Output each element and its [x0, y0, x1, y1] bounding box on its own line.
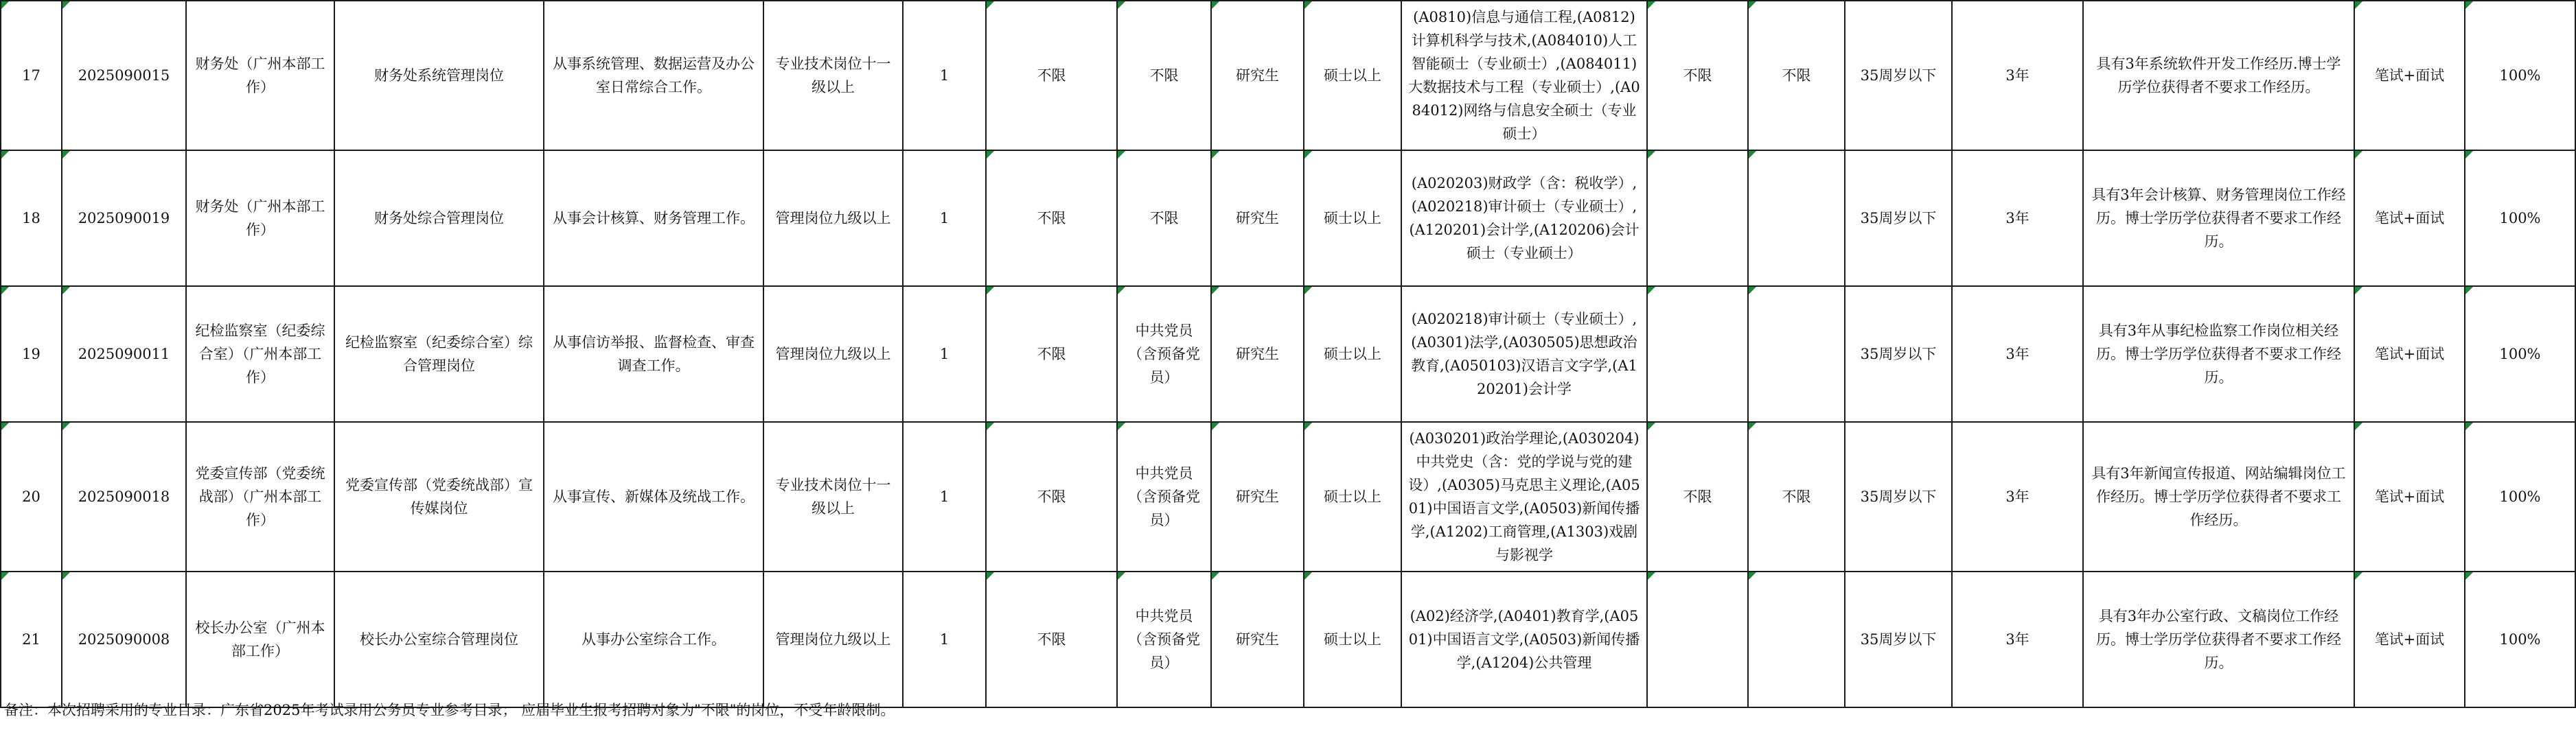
cell-comment-marker	[1648, 287, 1655, 294]
age-limit-cell-text: 35周岁以下	[1860, 489, 1937, 505]
hiring-unit-cell-text: 财务处（广州本部工作）	[195, 198, 325, 238]
cell-comment-marker	[1, 151, 9, 158]
sequence-cell[interactable]	[1, 1, 62, 150]
duty-description-cell[interactable]	[544, 286, 763, 422]
ratio-cell-text: 100%	[2499, 346, 2541, 362]
political-status-cell[interactable]	[1117, 572, 1211, 707]
age-limit-cell-text: 35周岁以下	[1860, 631, 1937, 648]
headcount-cell[interactable]	[903, 1, 986, 150]
duty-description-cell[interactable]	[544, 1, 763, 150]
duty-description-cell[interactable]	[544, 422, 763, 572]
major-requirement-cell-text: (A02)经济学,(A0401)教育学,(A0501)中国语言文学,(A0503)新闻传播学,(A1204)公共管理	[1408, 608, 1640, 671]
sequence-cell-text: 20	[22, 489, 41, 505]
degree-cell-text: 硕士以上	[1324, 67, 1381, 84]
position-level-cell-text: 管理岗位九级以上	[775, 346, 891, 362]
experience-years-cell-text: 3年	[2005, 346, 2029, 362]
cell-comment-marker	[1304, 572, 1312, 580]
major-requirement-cell[interactable]	[1401, 1, 1647, 150]
cell-comment-marker	[1212, 572, 1219, 580]
degree-cell-text: 硕士以上	[1324, 631, 1381, 648]
degree-cell[interactable]	[1304, 1, 1401, 150]
cell-comment-marker	[1749, 151, 1756, 158]
major-requirement-cell[interactable]	[1401, 286, 1647, 422]
restriction-cell-3[interactable]	[1748, 286, 1845, 422]
age-limit-cell[interactable]	[1845, 286, 1952, 422]
position-level-cell[interactable]	[763, 572, 903, 707]
exam-method-cell-text: 笔试+面试	[2374, 210, 2445, 226]
other-requirements-cell-text: 具有3年会计核算、财务管理岗位工作经历。博士学历学位获得者不要求工作经历。	[2091, 187, 2346, 250]
political-status-cell-text: 不限	[1149, 67, 1179, 84]
cell-comment-marker	[987, 572, 994, 580]
position-name-cell[interactable]	[334, 422, 544, 572]
exam-method-cell[interactable]	[2354, 150, 2465, 286]
position-code-cell[interactable]	[62, 150, 186, 286]
position-name-cell[interactable]	[334, 1, 544, 150]
cell-comment-marker	[62, 1, 70, 9]
position-name-cell-text: 财务处综合管理岗位	[374, 210, 504, 226]
political-status-cell-text: 中共党员（含预备党员）	[1128, 322, 1200, 386]
major-requirement-cell-text: (A030201)政治学理论,(A030204)中共党史（含：党的学说与党的建设）,(A0305)马克思主义理论,(A0501)中国语言文学,(A0503)新闻传播学,(A1202)工商管理,(A1303)戏剧与影视学	[1408, 430, 1640, 563]
restriction-cell-3[interactable]	[1748, 150, 1845, 286]
cell-comment-marker	[62, 287, 70, 294]
education-cell[interactable]	[1211, 1, 1304, 150]
headcount-cell-text: 1	[939, 489, 950, 505]
ratio-cell-text: 100%	[2499, 210, 2541, 226]
duty-description-cell-text: 从事宣传、新媒体及统战工作。	[553, 489, 755, 505]
sequence-cell-text: 18	[22, 210, 41, 226]
age-limit-cell-text: 35周岁以下	[1860, 210, 1937, 226]
cell-comment-marker	[2465, 287, 2473, 294]
education-cell-text: 研究生	[1236, 210, 1279, 226]
political-status-cell[interactable]	[1117, 1, 1211, 150]
cell-comment-marker	[2355, 287, 2362, 294]
position-level-cell[interactable]	[763, 422, 903, 572]
age-limit-cell-text: 35周岁以下	[1860, 346, 1937, 362]
major-requirement-cell-text: (A0810)信息与通信工程,(A0812)计算机科学与技术,(A084010)人工智能硕士（专业硕士）,(A084011)大数据技术与工程（专业硕士）,(A084012)网络与信息安全硕士（专业硕士）	[1408, 9, 1640, 142]
cell-comment-marker	[987, 1, 994, 9]
other-requirements-cell[interactable]	[2083, 150, 2354, 286]
hiring-unit-cell-text: 纪检监察室（纪委综合室）（广州本部工作）	[195, 322, 325, 386]
ratio-cell-text: 100%	[2499, 489, 2541, 505]
duty-description-cell[interactable]	[544, 150, 763, 286]
cell-comment-marker	[2465, 1, 2473, 9]
restriction-cell-3-text: 不限	[1782, 67, 1811, 84]
position-code-cell-text: 2025090011	[78, 346, 170, 362]
other-requirements-cell-text: 具有3年从事纪检监察工作岗位相关经历。博士学历学位获得者不要求工作经历。	[2096, 322, 2341, 386]
restriction-cell-2-text: 不限	[1683, 489, 1712, 505]
cell-comment-marker	[1304, 151, 1312, 158]
position-code-cell[interactable]	[62, 422, 186, 572]
cell-comment-marker	[1304, 423, 1312, 430]
cell-comment-marker	[987, 423, 994, 430]
cell-comment-marker	[2355, 423, 2362, 430]
position-code-cell-text: 2025090008	[78, 631, 170, 648]
experience-years-cell-text: 3年	[2005, 631, 2029, 648]
cell-comment-marker	[1212, 287, 1219, 294]
restriction-cell-2[interactable]	[1647, 422, 1748, 572]
ratio-cell-text: 100%	[2499, 67, 2541, 84]
experience-years-cell-text: 3年	[2005, 210, 2029, 226]
restriction-cell-3[interactable]	[1748, 1, 1845, 150]
hiring-unit-cell-text: 财务处（广州本部工作）	[195, 56, 325, 95]
degree-cell[interactable]	[1304, 150, 1401, 286]
position-name-cell[interactable]	[334, 572, 544, 707]
headcount-cell[interactable]	[903, 286, 986, 422]
major-requirement-cell[interactable]	[1401, 150, 1647, 286]
restriction-cell[interactable]	[986, 150, 1117, 286]
education-cell-text: 研究生	[1236, 67, 1279, 84]
cell-comment-marker	[1, 287, 9, 294]
education-cell[interactable]	[1211, 572, 1304, 707]
restriction-cell-text: 不限	[1037, 210, 1066, 226]
headcount-cell-text: 1	[939, 210, 950, 226]
restriction-cell-3[interactable]	[1748, 422, 1845, 572]
position-name-cell-text: 党委宣传部（党委统战部）宣传媒岗位	[345, 477, 533, 517]
headcount-cell-text: 1	[939, 67, 950, 84]
cell-comment-marker	[2355, 151, 2362, 158]
position-level-cell-text: 专业技术岗位十一级以上	[775, 56, 891, 95]
cell-comment-marker	[987, 287, 994, 294]
cell-comment-marker	[1749, 572, 1756, 580]
restriction-cell-2[interactable]	[1647, 572, 1748, 707]
restriction-cell[interactable]	[986, 1, 1117, 150]
other-requirements-cell[interactable]	[2083, 1, 2354, 150]
restriction-cell-3-text: 不限	[1782, 489, 1811, 505]
age-limit-cell[interactable]	[1845, 1, 1952, 150]
cell-comment-marker	[2355, 572, 2362, 580]
experience-years-cell-text: 3年	[2005, 489, 2029, 505]
degree-cell-text: 硕士以上	[1324, 346, 1381, 362]
cell-comment-marker	[1212, 1, 1219, 9]
position-level-cell[interactable]	[763, 150, 903, 286]
cell-comment-marker	[2355, 1, 2362, 9]
restriction-cell-2-text: 不限	[1683, 67, 1712, 84]
position-code-cell-text: 2025090018	[78, 489, 170, 505]
sequence-cell-text: 19	[22, 346, 41, 362]
cell-comment-marker	[2465, 572, 2473, 580]
political-status-cell-text: 中共党员（含预备党员）	[1128, 465, 1200, 528]
political-status-cell[interactable]	[1117, 150, 1211, 286]
education-cell-text: 研究生	[1236, 346, 1279, 362]
ratio-cell[interactable]	[2465, 422, 2575, 572]
cell-comment-marker	[1212, 423, 1219, 430]
major-requirement-cell[interactable]	[1401, 422, 1647, 572]
duty-description-cell-text: 从事会计核算、财务管理工作。	[553, 210, 755, 226]
cell-comment-marker	[62, 423, 70, 430]
education-cell-text: 研究生	[1236, 631, 1279, 648]
other-requirements-cell[interactable]	[2083, 286, 2354, 422]
hiring-unit-cell[interactable]	[186, 572, 334, 707]
position-code-cell[interactable]	[62, 572, 186, 707]
education-cell-text: 研究生	[1236, 489, 1279, 505]
duty-description-cell-text: 从事系统管理、数据运营及办公室日常综合工作。	[553, 56, 755, 95]
major-requirement-cell-text: (A020203)财政学（含：税收学）,(A020218)审计硕士（专业硕士）,(A120201)会计学,(A120206)会计硕士（专业硕士）	[1409, 175, 1640, 261]
position-name-cell[interactable]	[334, 150, 544, 286]
position-code-cell[interactable]	[62, 286, 186, 422]
sequence-cell[interactable]	[1, 286, 62, 422]
position-code-cell-text: 2025090019	[78, 210, 170, 226]
experience-years-cell[interactable]	[1952, 422, 2083, 572]
exam-method-cell-text: 笔试+面试	[2374, 346, 2445, 362]
sequence-cell[interactable]	[1, 422, 62, 572]
cell-comment-marker	[1118, 572, 1125, 580]
ratio-cell-text: 100%	[2499, 631, 2541, 648]
sequence-cell-text: 17	[22, 67, 41, 84]
other-requirements-cell[interactable]	[2083, 572, 2354, 707]
table-row	[1, 1, 2575, 150]
cell-comment-marker	[1, 423, 9, 430]
exam-method-cell-text: 笔试+面试	[2374, 67, 2445, 84]
cell-comment-marker	[1648, 1, 1655, 9]
restriction-cell[interactable]	[986, 572, 1117, 707]
education-cell[interactable]	[1211, 422, 1304, 572]
political-status-cell[interactable]	[1117, 286, 1211, 422]
position-name-cell-text: 校长办公室综合管理岗位	[360, 631, 518, 648]
hiring-unit-cell[interactable]	[186, 150, 334, 286]
cell-comment-marker	[1749, 287, 1756, 294]
duty-description-cell-text: 从事信访举报、监督检查、审查调查工作。	[553, 334, 755, 374]
cell-comment-marker	[1118, 287, 1125, 294]
cell-comment-marker	[1749, 423, 1756, 430]
exam-method-cell-text: 笔试+面试	[2374, 631, 2445, 648]
restriction-cell-2[interactable]	[1647, 286, 1748, 422]
duty-description-cell-text: 从事办公室综合工作。	[582, 631, 726, 648]
position-level-cell[interactable]	[763, 1, 903, 150]
cell-comment-marker	[1304, 1, 1312, 9]
position-name-cell-text: 财务处系统管理岗位	[374, 67, 504, 84]
restriction-cell[interactable]	[986, 286, 1117, 422]
education-cell[interactable]	[1211, 286, 1304, 422]
exam-method-cell[interactable]	[2354, 286, 2465, 422]
cell-comment-marker	[1118, 151, 1125, 158]
headcount-cell[interactable]	[903, 150, 986, 286]
position-level-cell[interactable]	[763, 286, 903, 422]
experience-years-cell[interactable]	[1952, 286, 2083, 422]
political-status-cell-text: 中共党员（含预备党员）	[1128, 608, 1200, 671]
cell-comment-marker	[1118, 423, 1125, 430]
position-level-cell-text: 管理岗位九级以上	[775, 631, 891, 648]
cell-comment-marker	[1304, 287, 1312, 294]
headcount-cell[interactable]	[903, 572, 986, 707]
table-row	[1, 572, 2575, 707]
hiring-unit-cell[interactable]	[186, 286, 334, 422]
table-row	[1, 286, 2575, 422]
sequence-cell[interactable]	[1, 572, 62, 707]
age-limit-cell[interactable]	[1845, 422, 1952, 572]
cell-comment-marker	[1648, 151, 1655, 158]
exam-method-cell[interactable]	[2354, 1, 2465, 150]
restriction-cell-text: 不限	[1037, 346, 1066, 362]
experience-years-cell-text: 3年	[2005, 67, 2029, 84]
degree-cell-text: 硕士以上	[1324, 210, 1381, 226]
ratio-cell[interactable]	[2465, 150, 2575, 286]
degree-cell-text: 硕士以上	[1324, 489, 1381, 505]
cell-comment-marker	[1, 572, 9, 580]
degree-cell[interactable]	[1304, 572, 1401, 707]
position-name-cell-text: 纪检监察室（纪委综合室）综合管理岗位	[345, 334, 533, 374]
experience-years-cell[interactable]	[1952, 572, 2083, 707]
political-status-cell-text: 不限	[1149, 210, 1179, 226]
ratio-cell[interactable]	[2465, 572, 2575, 707]
restriction-cell-2[interactable]	[1647, 1, 1748, 150]
duty-description-cell[interactable]	[544, 572, 763, 707]
hiring-unit-cell[interactable]	[186, 422, 334, 572]
cell-comment-marker	[1212, 151, 1219, 158]
hiring-unit-cell-text: 校长办公室（广州本部工作）	[195, 620, 325, 659]
cell-comment-marker	[62, 572, 70, 580]
education-cell[interactable]	[1211, 150, 1304, 286]
experience-years-cell[interactable]	[1952, 150, 2083, 286]
position-level-cell-text: 专业技术岗位十一级以上	[775, 477, 891, 517]
cell-comment-marker	[987, 151, 994, 158]
cell-comment-marker	[1648, 423, 1655, 430]
headcount-cell-text: 1	[939, 631, 950, 648]
age-limit-cell-text: 35周岁以下	[1860, 67, 1937, 84]
cell-comment-marker	[1648, 572, 1655, 580]
ratio-cell[interactable]	[2465, 286, 2575, 422]
position-code-cell[interactable]	[62, 1, 186, 150]
headcount-cell-text: 1	[939, 346, 950, 362]
table-row	[1, 150, 2575, 286]
age-limit-cell[interactable]	[1845, 572, 1952, 707]
major-requirement-cell-text: (A020218)审计硕士（专业硕士）,(A0301)法学,(A030505)思想政治教育,(A050103)汉语言文字学,(A120201)会计学	[1411, 311, 1637, 397]
position-name-cell[interactable]	[334, 286, 544, 422]
sequence-cell[interactable]	[1, 150, 62, 286]
restriction-cell-text: 不限	[1037, 631, 1066, 648]
hiring-unit-cell[interactable]	[186, 1, 334, 150]
cell-comment-marker	[2465, 151, 2473, 158]
cell-comment-marker	[1, 1, 9, 9]
degree-cell[interactable]	[1304, 286, 1401, 422]
major-requirement-cell[interactable]	[1401, 572, 1647, 707]
footnote: 备注：本次招聘采用的专业目录：广东省2025年考试录用公务员专业参考目录； 应届毕业生报考招聘对象为"不限"的岗位，不受年龄限制。	[4, 702, 895, 718]
headcount-cell[interactable]	[903, 422, 986, 572]
political-status-cell[interactable]	[1117, 422, 1211, 572]
experience-years-cell[interactable]	[1952, 1, 2083, 150]
other-requirements-cell-text: 具有3年办公室行政、文稿岗位工作经历。博士学历学位获得者不要求工作经历。	[2096, 608, 2341, 671]
exam-method-cell[interactable]	[2354, 422, 2465, 572]
cell-comment-marker	[1749, 1, 1756, 9]
degree-cell[interactable]	[1304, 422, 1401, 572]
cell-comment-marker	[1118, 1, 1125, 9]
restriction-cell[interactable]	[986, 422, 1117, 572]
ratio-cell[interactable]	[2465, 1, 2575, 150]
exam-method-cell[interactable]	[2354, 572, 2465, 707]
age-limit-cell[interactable]	[1845, 150, 1952, 286]
cell-comment-marker	[2465, 423, 2473, 430]
restriction-cell-text: 不限	[1037, 489, 1066, 505]
cell-comment-marker	[62, 151, 70, 158]
other-requirements-cell[interactable]	[2083, 422, 2354, 572]
restriction-cell-2[interactable]	[1647, 150, 1748, 286]
restriction-cell-3[interactable]	[1748, 572, 1845, 707]
other-requirements-cell-text: 具有3年系统软件开发工作经历.博士学历学位获得者不要求工作经历。	[2096, 56, 2341, 95]
restriction-cell-text: 不限	[1037, 67, 1066, 84]
table-row	[1, 422, 2575, 572]
position-level-cell-text: 管理岗位九级以上	[775, 210, 891, 226]
other-requirements-cell-text: 具有3年新闻宣传报道、网站编辑岗位工作经历。博士学历学位获得者不要求工作经历。	[2091, 465, 2346, 528]
position-code-cell-text: 2025090015	[78, 67, 170, 84]
exam-method-cell-text: 笔试+面试	[2374, 489, 2445, 505]
hiring-unit-cell-text: 党委宣传部（党委统战部）（广州本部工作）	[195, 465, 325, 528]
sequence-cell-text: 21	[22, 631, 41, 648]
